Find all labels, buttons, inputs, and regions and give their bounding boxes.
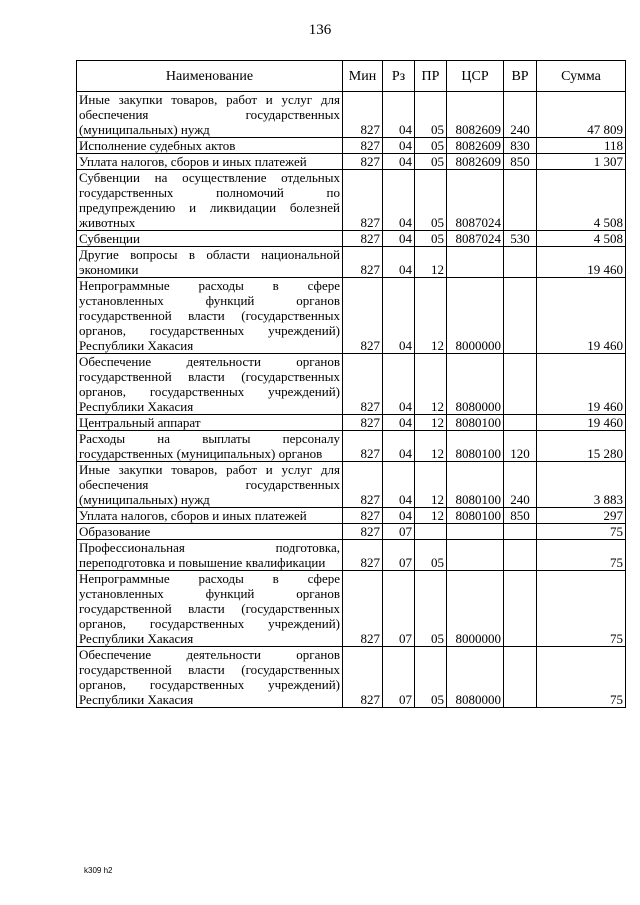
cell-name: Непрограммные расходы в сфере установленных функций органов государственной власти (государственных органов, государственных учреждений) Республики Хакасия (77, 571, 343, 647)
cell-csr: 8082609 (447, 154, 504, 170)
cell-name: Центральный аппарат (77, 415, 343, 431)
table-row (77, 92, 626, 138)
cell-name: Субвенции на осуществление отдельных государственных полномочий по предупреждению и ликвидации болезней животных (77, 170, 343, 231)
cell-name: Обеспечение деятельности органов государственной власти (государственных органов, государственных учреждений) Республики Хакасия (77, 647, 343, 708)
cell-pr (415, 524, 447, 540)
cell-rz: 04 (383, 354, 415, 415)
cell-name: Уплата налогов, сборов и иных платежей (77, 154, 343, 170)
cell-csr: 8080100 (447, 431, 504, 462)
header-rz: Рз (383, 61, 415, 92)
cell-vr: 850 (504, 154, 537, 170)
table-row (77, 540, 626, 571)
cell-name: Обеспечение деятельности органов государственной власти (государственных органов, государственных учреждений) Республики Хакасия (77, 354, 343, 415)
cell-rz: 04 (383, 247, 415, 278)
cell-vr (504, 571, 537, 647)
cell-name: Образование (77, 524, 343, 540)
cell-pr: 05 (415, 138, 447, 154)
footer-code: k309 h2 (84, 866, 113, 875)
cell-sum: 3 883 (537, 462, 626, 508)
cell-csr: 8080000 (447, 647, 504, 708)
cell-min: 827 (343, 524, 383, 540)
cell-csr (447, 247, 504, 278)
cell-rz: 04 (383, 92, 415, 138)
cell-vr: 240 (504, 92, 537, 138)
header-csr: ЦСР (447, 61, 504, 92)
cell-sum: 4 508 (537, 170, 626, 231)
cell-min: 827 (343, 247, 383, 278)
cell-name: Субвенции (77, 231, 343, 247)
cell-csr: 8082609 (447, 92, 504, 138)
cell-vr (504, 524, 537, 540)
cell-rz: 04 (383, 138, 415, 154)
cell-pr: 12 (415, 278, 447, 354)
cell-sum: 47 809 (537, 92, 626, 138)
cell-sum: 75 (537, 571, 626, 647)
cell-name: Исполнение судебных актов (77, 138, 343, 154)
cell-vr: 120 (504, 431, 537, 462)
cell-csr: 8080000 (447, 354, 504, 415)
table-row (77, 415, 626, 431)
cell-pr: 12 (415, 415, 447, 431)
cell-min: 827 (343, 354, 383, 415)
header-pr: ПР (415, 61, 447, 92)
cell-csr (447, 540, 504, 571)
cell-pr: 05 (415, 170, 447, 231)
table-row (77, 170, 626, 231)
cell-vr (504, 247, 537, 278)
cell-min: 827 (343, 138, 383, 154)
cell-name: Расходы на выплаты персоналу государственных (муниципальных) органов (77, 431, 343, 462)
cell-min: 827 (343, 647, 383, 708)
cell-pr: 05 (415, 571, 447, 647)
cell-rz: 04 (383, 431, 415, 462)
table-row (77, 431, 626, 462)
header-min: Мин (343, 61, 383, 92)
cell-name: Профессиональная подготовка, переподготовка и повышение квалификации (77, 540, 343, 571)
table-row (77, 154, 626, 170)
cell-pr: 12 (415, 431, 447, 462)
header-sum: Сумма (537, 61, 626, 92)
table-row (77, 278, 626, 354)
cell-sum: 75 (537, 524, 626, 540)
cell-rz: 04 (383, 508, 415, 524)
cell-csr: 8080100 (447, 462, 504, 508)
table-header-row (77, 61, 626, 92)
cell-min: 827 (343, 170, 383, 231)
cell-vr: 850 (504, 508, 537, 524)
cell-rz: 04 (383, 231, 415, 247)
cell-pr: 12 (415, 354, 447, 415)
cell-pr: 12 (415, 508, 447, 524)
cell-csr: 8080100 (447, 415, 504, 431)
cell-vr (504, 647, 537, 708)
cell-min: 827 (343, 540, 383, 571)
budget-table (76, 60, 626, 708)
cell-sum: 1 307 (537, 154, 626, 170)
table-row (77, 508, 626, 524)
cell-vr: 240 (504, 462, 537, 508)
cell-min: 827 (343, 571, 383, 647)
cell-rz: 07 (383, 571, 415, 647)
cell-csr: 8087024 (447, 231, 504, 247)
cell-min: 827 (343, 278, 383, 354)
cell-pr: 05 (415, 231, 447, 247)
cell-sum: 19 460 (537, 278, 626, 354)
table-row (77, 647, 626, 708)
cell-vr (504, 540, 537, 571)
cell-sum: 75 (537, 647, 626, 708)
cell-sum: 75 (537, 540, 626, 571)
cell-min: 827 (343, 508, 383, 524)
cell-vr (504, 415, 537, 431)
cell-csr (447, 524, 504, 540)
cell-rz: 04 (383, 415, 415, 431)
cell-name: Иные закупки товаров, работ и услуг для обеспечения государственных (муниципальных) нужд (77, 462, 343, 508)
cell-min: 827 (343, 431, 383, 462)
table-row (77, 231, 626, 247)
cell-csr: 8082609 (447, 138, 504, 154)
cell-sum: 15 280 (537, 431, 626, 462)
table-row (77, 571, 626, 647)
cell-pr: 05 (415, 647, 447, 708)
header-vr: ВР (504, 61, 537, 92)
cell-pr: 05 (415, 154, 447, 170)
cell-csr: 8000000 (447, 278, 504, 354)
cell-pr: 05 (415, 540, 447, 571)
cell-name: Иные закупки товаров, работ и услуг для обеспечения государственных (муниципальных) нужд (77, 92, 343, 138)
cell-min: 827 (343, 231, 383, 247)
table-row (77, 524, 626, 540)
cell-min: 827 (343, 462, 383, 508)
cell-sum: 19 460 (537, 415, 626, 431)
table-row (77, 354, 626, 415)
table-row (77, 138, 626, 154)
cell-sum: 118 (537, 138, 626, 154)
cell-min: 827 (343, 154, 383, 170)
cell-csr: 8000000 (447, 571, 504, 647)
header-name: Наименование (77, 61, 343, 92)
cell-name: Непрограммные расходы в сфере установленных функций органов государственной власти (государственных органов, государственных учреждений) Республики Хакасия (77, 278, 343, 354)
cell-vr: 830 (504, 138, 537, 154)
cell-pr: 12 (415, 462, 447, 508)
cell-sum: 4 508 (537, 231, 626, 247)
cell-min: 827 (343, 415, 383, 431)
table-row (77, 462, 626, 508)
cell-rz: 07 (383, 524, 415, 540)
table-row (77, 247, 626, 278)
cell-pr: 12 (415, 247, 447, 278)
page-number: 136 (308, 22, 332, 38)
cell-rz: 04 (383, 170, 415, 231)
cell-sum: 297 (537, 508, 626, 524)
cell-rz: 07 (383, 647, 415, 708)
cell-csr: 8087024 (447, 170, 504, 231)
cell-rz: 07 (383, 540, 415, 571)
cell-pr: 05 (415, 92, 447, 138)
cell-name: Уплата налогов, сборов и иных платежей (77, 508, 343, 524)
cell-min: 827 (343, 92, 383, 138)
cell-rz: 04 (383, 462, 415, 508)
cell-csr: 8080100 (447, 508, 504, 524)
cell-rz: 04 (383, 278, 415, 354)
cell-name: Другие вопросы в области национальной экономики (77, 247, 343, 278)
cell-vr (504, 170, 537, 231)
table-body (77, 92, 626, 708)
cell-vr: 530 (504, 231, 537, 247)
cell-sum: 19 460 (537, 354, 626, 415)
cell-vr (504, 278, 537, 354)
cell-sum: 19 460 (537, 247, 626, 278)
cell-rz: 04 (383, 154, 415, 170)
cell-vr (504, 354, 537, 415)
